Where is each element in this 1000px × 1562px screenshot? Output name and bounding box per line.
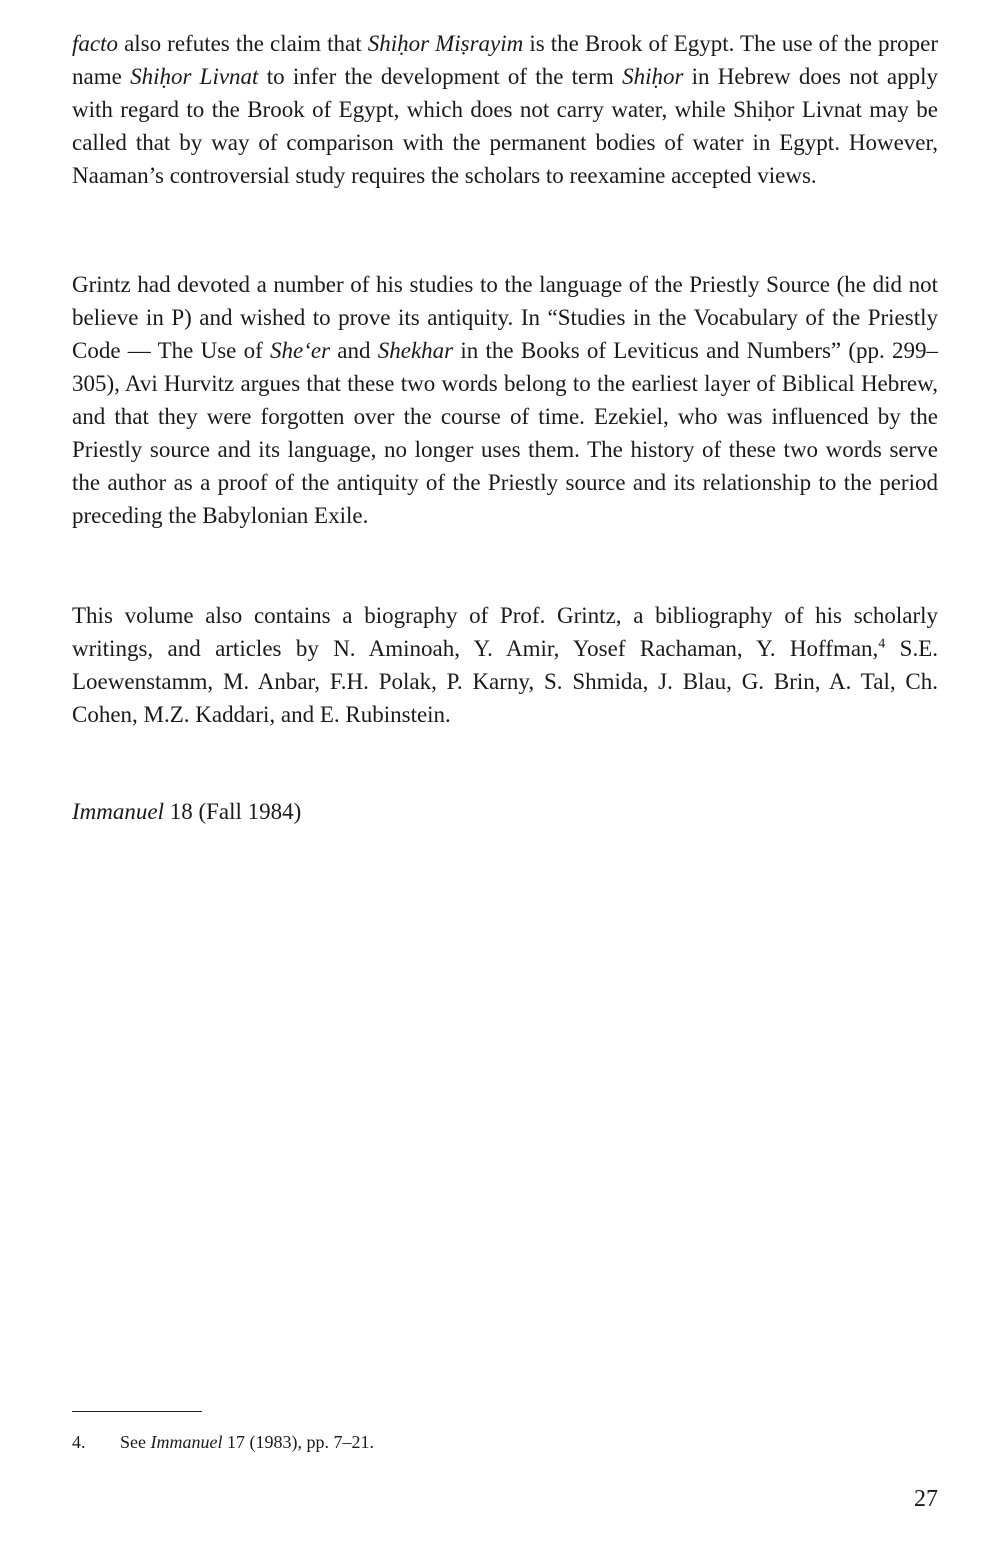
footnote-prefix: See: [120, 1432, 151, 1452]
italic-term: She‘er: [270, 338, 331, 363]
text-run: in Hebrew does not apply with regard to the Brook of Egypt, which does not carry water, while Shiḥor Livnat may be called that by way of comparison with the permanent bodies of water in Egypt. However, Naaman’s controversial study requires the scholars to reexamine accepted views.: [72, 64, 938, 188]
text-run: This volume also contains a biography of Prof. Grintz, a bibliography of his scholarly writings, and articles by N. Aminoah, Y. Amir, Yosef Rachaman, Y. Hoffman,: [72, 603, 938, 661]
paragraph-2: [72, 268, 938, 532]
source-issue: 18 (Fall 1984): [169, 799, 302, 824]
text-run: Grintz had devoted a number of his studies to the language of the Priestly Source (he did not believe in P) and wished to prove its antiquity. In “Studies in the Vocabulary of the Priestly Code — The Use of: [72, 272, 938, 363]
italic-term: facto: [72, 31, 118, 56]
source-journal: Immanuel: [72, 799, 164, 824]
italic-term: Shiḥor Livnat: [130, 64, 259, 89]
page-number: 27: [914, 1486, 938, 1512]
footnote-marker: 4: [878, 636, 886, 652]
text-run: is the Brook of Egypt. The use of the proper name: [72, 31, 939, 89]
paragraph-3: [72, 599, 938, 731]
text-run: and: [330, 338, 378, 363]
paragraph-1: [72, 27, 938, 192]
footnote-journal: Immanuel: [150, 1432, 223, 1452]
italic-term: Shiḥor: [622, 64, 684, 89]
footnote-rest: 17 (1983), pp. 7–21.: [222, 1432, 374, 1452]
italic-term: Shekhar: [377, 338, 454, 363]
footnote: [72, 1430, 374, 1454]
source-citation: [72, 795, 301, 828]
italic-term: Shiḥor Miṣrayim: [367, 31, 524, 56]
text-run: also refutes the claim that: [118, 31, 368, 56]
text-run: in the Books of Leviticus and Numbers” (pp. 299–305), Avi Hurvitz argues that these two words belong to the earliest layer of Biblical Hebrew, and that they were forgotten over the course of time. Ezekiel, who was influenced by the Priestly source and its language, no longer uses them. The history of these two words serve the author as a proof of the antiquity of the Priestly source and its relationship to the period preceding the Babylonian Exile.: [72, 338, 938, 528]
footnote-number: 4.: [72, 1432, 86, 1452]
text-run: S.E. Loewenstamm, M. Anbar, F.H. Polak, P. Karny, S. Shmida, J. Blau, G. Brin, A. Tal, Ch. Cohen, M.Z. Kaddari, and E. Rubinstein.: [72, 636, 938, 727]
footnote-rule: [72, 1411, 202, 1412]
text-run: to infer the development of the term: [258, 64, 623, 89]
